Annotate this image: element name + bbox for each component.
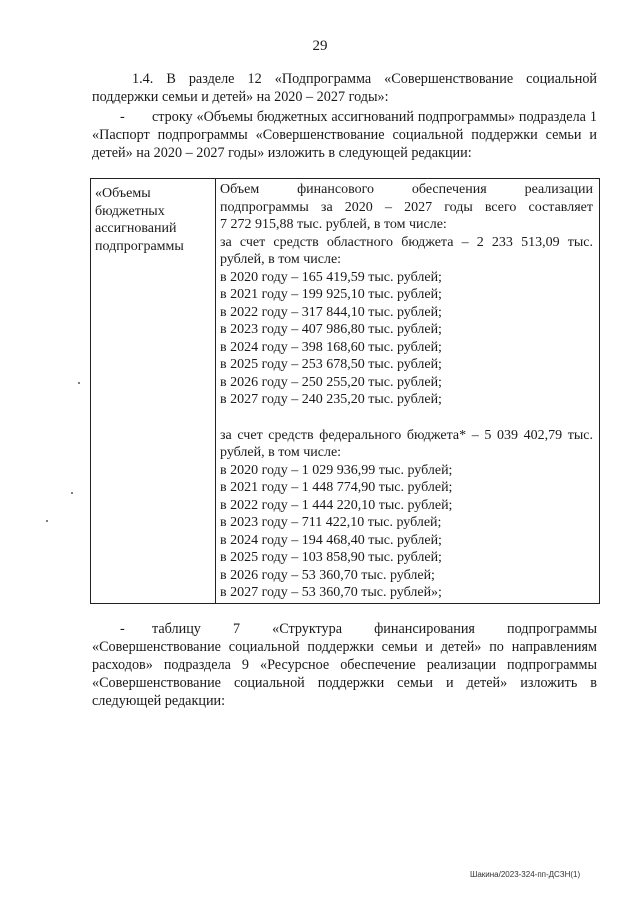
budget-label: «Объемы бюджетных ассигнований подпрограммы [95,186,184,254]
scan-speck [46,520,48,522]
funding-table [90,178,600,604]
item-table-replace [92,620,597,710]
federal-line: за счет средств федерального бюджета* – 5 039 402,79 тыс. [220,427,593,443]
regional-year-line: в 2020 году – 165 419,59 тыс. рублей; [220,269,442,285]
item-table-replace-text: таблицу 7 «Структура финансирования подпрограммы «Совершенствование социальной поддержки семьи и детей» по направлениям расходов» подраздела 9 «Ресурсное обеспечение реализации подпрограммы «Совершенствование социальной поддержки семьи и детей» изложить в следующей редакции: [92,621,597,709]
total-line: подпрограммы за 2020 – 2027 годы всего составляет [220,199,593,215]
regional-year-line: в 2022 году – 317 844,10 тыс. рублей; [220,304,442,320]
table-row [91,179,600,604]
scan-speck [78,382,80,384]
list-dash: - [120,109,125,125]
federal-year-line: в 2024 году – 194 468,40 тыс. рублей; [220,532,442,548]
document-footer-code: Шакина/2023-324-пп-ДСЗН(1) [470,870,581,879]
item-row-replace [92,108,597,162]
section-intro-text: 1.4. В разделе 12 «Подпрограмма «Совершенствование социальной поддержки семьи и детей» на 2020 – 2027 годы»: [92,71,597,105]
total-line: Объем финансового обеспечения реализации [220,182,593,197]
federal-year-line: в 2021 году – 1 448 774,90 тыс. рублей; [220,480,453,495]
regional-year-line: в 2023 году – 407 986,80 тыс. рублей; [220,322,442,337]
scan-speck [71,492,73,494]
page-number: 29 [312,38,328,54]
spacer [220,409,593,427]
regional-line: рублей, в том числе: [220,252,342,267]
regional-year-line: в 2025 году – 253 678,50 тыс. рублей; [220,357,442,372]
federal-line: рублей, в том числе: [220,445,342,460]
regional-year-line: в 2021 году – 199 925,10 тыс. рублей; [220,287,442,302]
regional-year-line: в 2027 году – 240 235,20 тыс. рублей; [220,392,442,407]
budget-value-cell [216,179,600,604]
section-intro [92,70,597,106]
federal-year-line: в 2027 году – 53 360,70 тыс. рублей»; [220,585,442,600]
list-dash: - [120,621,125,637]
budget-label-cell [91,179,216,604]
regional-year-line: в 2026 году – 250 255,20 тыс. рублей; [220,374,442,390]
item-row-replace-text: строку «Объемы бюджетных ассигнований подпрограммы» подраздела 1 «Паспорт подпрограммы «Совершенствование социальной поддержки семьи и детей» на 2020 – 2027 годы» изложить в следующей редакции: [92,109,597,161]
federal-year-line: в 2022 году – 1 444 220,10 тыс. рублей; [220,497,453,513]
regional-line: за счет средств областного бюджета – 2 233 513,09 тыс. [220,234,593,250]
federal-year-line: в 2025 году – 103 858,90 тыс. рублей; [220,550,442,565]
total-line: 7 272 915,88 тыс. рублей, в том числе: [220,217,447,232]
regional-year-line: в 2024 году – 398 168,60 тыс. рублей; [220,339,442,355]
federal-year-line: в 2023 году – 711 422,10 тыс. рублей; [220,515,442,530]
federal-year-line: в 2026 году – 53 360,70 тыс. рублей; [220,567,435,583]
federal-year-line: в 2020 году – 1 029 936,99 тыс. рублей; [220,462,453,478]
